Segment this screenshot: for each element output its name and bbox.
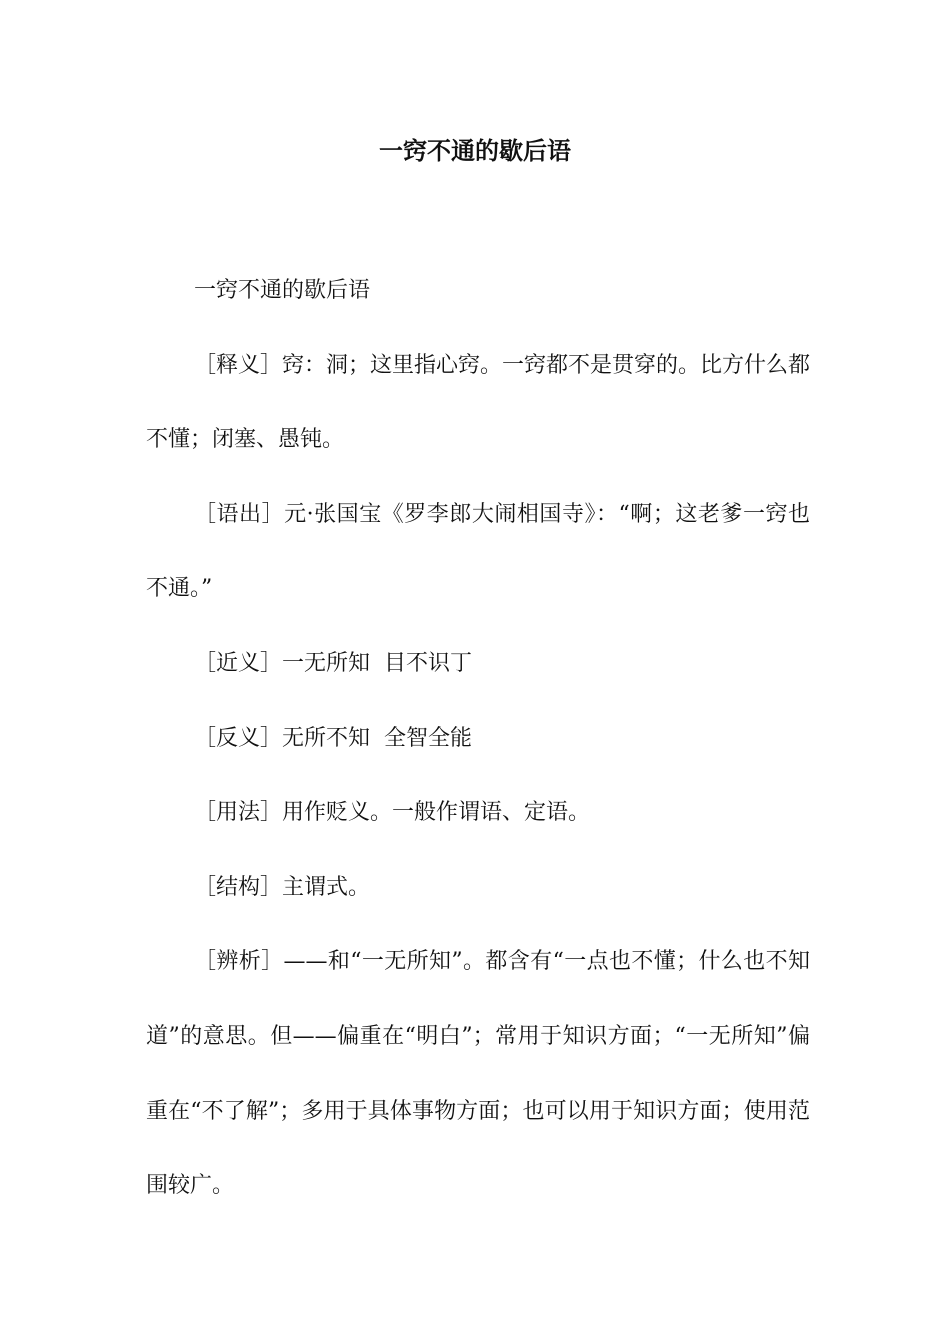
document-title: 一窍不通的歇后语 [379,137,571,165]
paragraph-antonyms: ［反义］无所不知 全智全能 [194,725,472,751]
paragraph-usage: ［用法］用作贬义。一般作谓语、定语。 [194,800,591,826]
document-body [146,254,810,1224]
paragraph-synonyms: ［近义］一无所知 目不识丁 [194,650,472,676]
paragraph-structure: ［结构］主谓式。 [194,874,371,900]
paragraph-source: ［语出］元·张国宝《罗李郎大闹相国寺》：“啊；这老爹一窍也不通。” [146,501,810,602]
paragraph-heading: 一窍不通的歇后语 [194,278,371,303]
paragraph-definition: ［释义］窍：洞；这里指心窍。一窍都不是贯穿的。比方什么都不懂；闭塞、愚钝。 [146,352,811,453]
paragraph-analysis: ［辨析］——和“一无所知”。都含有“一点也不懂；什么也不知道”的意思。但——偏重在“明白”；常用于知识方面；“一无所知”偏重在“不了解”；多用于具体事物方面；也可以用于知识方面；使用范围较广。 [146,949,810,1199]
